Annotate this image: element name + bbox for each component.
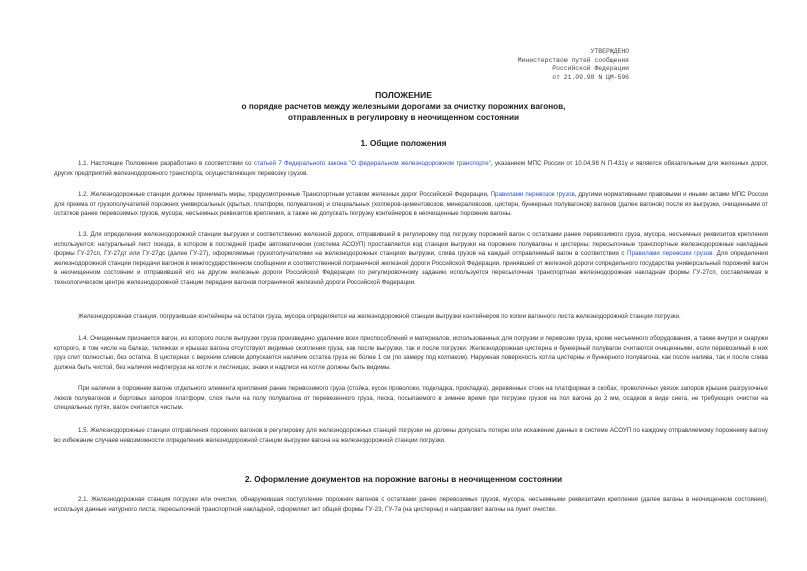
paragraph-1-4: 1.4. Очищенным признается вагон, из которого после выгрузки груза произведено удаление всех приспособлений и материалов, использованных для погрузки и перевозки груза, кроме несъемного оборудования, а также внутри и снаружи которого, в том числе на балках, тележках и крышах вагона отсутствуют видимые скопления груза, как после выгрузки, так и после погрузки. Железнодорожная цистерна и бункерный полувагон считаются очищенными, если перевозимый в них груз слит полностью, без остатка. В цистернах с верхним сливом допускается наличие остатка груза не более 1 см (по замеру под колпаком). Наружная поверхность котла цистерны и бункерного полувагона, как после налива, так и после слива должна быть чистой, без наличия нефтегруза на котле и лестницах, знаки и надписи на котле должны быть видимы. [54,335,768,371]
paragraph-text: , указанием МПС России от 10.04.98 N П-431у и является обязательным для железных дорог, других предприятий железнодорожного транспорта, осуществляющих перевозку грузов. [54,160,768,177]
approval-line: Российской Федерации [552,65,629,73]
approval-line: УТВЕРЖДЕНО [590,48,629,55]
paragraph-1-5: 1.5. Железнодорожные станции отправления порожних вагонов в регулировку для железнодорожных станций погрузки не должны допускать потерю или искажение данных в системе АСОУП по каждому отправляемому порожнему вагону во избежание случаев невозможности определения железнодорожной станции выгрузки вагона на железнодорожной станции погрузки. [54,427,768,444]
document-title: ПОЛОЖЕНИЕ [375,90,432,100]
paragraph-text: 1.2. Железнодорожные станции должны принимать меры, предусмотренные Транспортным уставом железных дорог Российской Федерации, [78,191,489,198]
paragraph-text: 1.3. Для определения железнодорожной станции выгрузки и соответственно железной дороги, отправившей в регулировку под погрузку порожний вагон с остатками ранее перевозимого груза, мусора, несъемных реквизитов крепления используются: натуральный лист поезда, в котором в последней графе автоматически (система АСОУП) проставляется код станции выгрузки на порожние полувагоны и цистерны; пересылочные транспортные железнодорожные накладные формы ГУ-27сп, ГУ-27дт или ГУ-27дс (далее ГУ-27), оформляемые грузополучателями на железнодорожных станциях выгрузки, слива грузов на каждый отправляемый вагон в соответствии с [54,231,768,258]
document-subtitle: отправленных в регулировку в неочищенном состоянии [287,113,520,122]
paragraph-containers: Железнодорожная станция, погрузившая контейнеры на остатки груза, мусора определяется на железнодорожной станции выгрузки контейнеров по копии вагонного листа железнодорожной станции погрузки. [78,313,681,320]
paragraph-2-1: 2.1. Железнодорожная станция погрузки или очистки, обнаружившая поступление порожних вагонов с остатками ранее перевозимых грузов, мусора, несъемными реквизитами крепления (далее вагоны в неочищенном состоянии), используя данные натурного листа, пересылочной транспортной накладной, оформляет акт общей формы ГУ-23, ГУ-7а (на цистерны) и направляет вагоны на пункт очистки. [54,496,768,513]
document-title-block [0,90,807,123]
paragraph-1-3 [54,230,768,288]
approval-line: от 21.09.98 N ЦМ-596 [552,73,629,81]
paragraph-remains: При наличии в порожнем вагоне отдельного элемента крепления ранее перевозимого груза (стойка, кусок проволоки, подкладка, прокладка), деревянных стоек на платформах в скобах, проволочных увязок запоров крышек разгрузочных люков полувагонов и бортовых запоров платформ, слоя пыли на полу полувагона от перевезенного груза, песка, посыпаемого в зимнее время при погрузке грузов на пол вагона до 2 мм, осадков в виде снега, не требующих очистки на специальных путях, вагон считается чистым. [54,385,768,412]
paragraph-text: . Для определения железнодорожной станции передачи вагонов в межгосударственном сообщении и соответственной пограничной железной дороги Российской Федерации, принявшей от железной дороги сопредельного государства универсальный порожний вагон в неочищенном состоянии и отправившей его на другие железные дороги Российской Федерации по регулировочному заданию используется пересылочная транспортная железнодорожная накладная формы ГУ-27сп, составляемая в технологическом центре железнодорожной станции передачи вагонов пограничной железной дороги Российской Федерации. [54,250,768,286]
paragraph-text: 1.1. Настоящее Положение разработано в соответствии со [78,160,252,167]
approval-stamp [518,48,629,82]
paragraph-1-2 [54,190,768,219]
section-heading-general: 1. Общие положения [360,138,447,148]
approval-line: Министерством путей сообщения [517,56,629,64]
cargo-rules-link[interactable]: Правилами перевозок грузов [490,191,575,198]
law-article-link[interactable]: статьей 7 Федерального закона "О федеральном железнодорожном транспорте" [253,160,491,167]
paragraph-1-1 [54,159,768,178]
cargo-transport-rules-link[interactable]: Правилами перевозки грузов [627,250,713,258]
document-subtitle: о порядке расчетов между железными дорогами за очистку порожних вагонов, [241,102,566,111]
paragraph-text: , другими нормативными правовыми и иными актами МПС России для приема от грузополучателей порожних универсальных (крытых, платформ, полувагонов) и специальных (хопперов-цементовозов, минераловозов, цистерн, бункерных полувагонов) вагонов (далее вагонов) после их выгрузки, очищенными от остатков ранее перевозимых грузов, мусора, несъемных реквизитов крепления, а также не допускать погрузку контейнеров в неочищенные порожние вагоны. [54,191,768,218]
section-heading-documents: 2. Оформление документов на порожние вагоны в неочищенном состоянии [244,474,563,484]
